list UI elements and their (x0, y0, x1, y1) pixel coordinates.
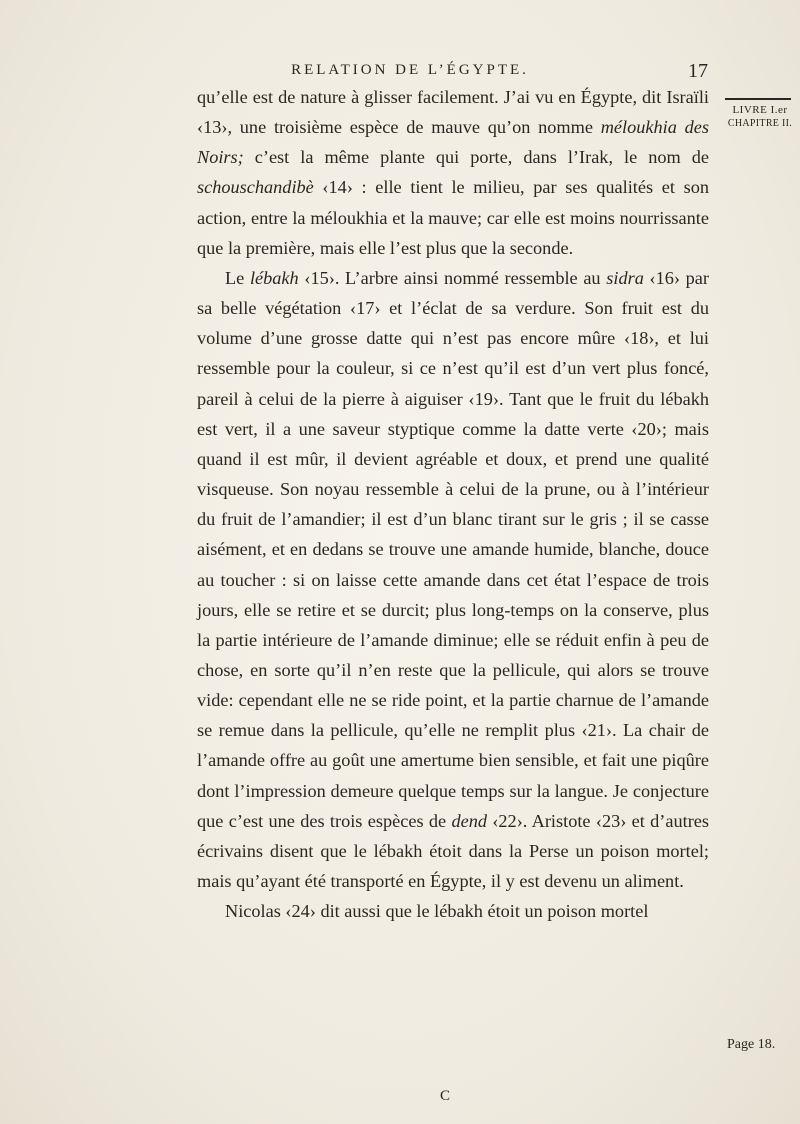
text-run: ‹14› : elle tient le milieu, par ses qualités et son action, entre la méloukhia et la mauve; car elle est moins nourrissante que la première, mais elle l’est plus que la seconde. (197, 177, 709, 258)
running-title: RELATION DE L’ÉGYPTE. (291, 62, 529, 78)
italic-term: sidra (606, 267, 644, 288)
text-run: Nicolas ‹24› dit aussi que le lébakh étoit un poison mortel (225, 901, 649, 922)
italic-term: lébakh (249, 267, 299, 288)
margin-rule (725, 98, 791, 100)
signature-mark: C (440, 1088, 451, 1104)
body-text (197, 82, 709, 926)
page-number: 17 (688, 60, 708, 82)
text-run: ‹16› par sa belle végétation ‹17› et l’éclat de sa verdure. Son fruit est du volume d’une grosse datte qui n’est pas encore mûre ‹18›, et lui ressemble pour la couleur, si ce n’est qu’il est d’un vert plus foncé, pareil à celui de la pierre à aiguiser ‹19›. Tant que le fruit du lébakh est vert, il a une saveur styptique comme la datte verte ‹20›; mais quand il est mûr, il devient agréable et doux, et prend une qualité visqueuse. Son noyau ressemble à celui de la prune, ou à l’intérieur du fruit de l’amandier; il est d’un blanc tirant sur le gris ; il se casse aisément, et en dedans se trouve une amande humide, blanche, douce au toucher : si on laisse cette amande dans cet état l’espace de trois jours, elle se retire et se durcit; plus long-temps on la conserve, plus la partie intérieure de l’amande diminue; elle se réduit enfin à peu de chose, en sorte qu’il n’en reste que la pellicule, qui alors se trouve vide: cependant elle ne se ride point, et la partie charnue de l’amande se remue dans la pellicule, qu’elle ne remplit plus ‹21›. La chair de l’amande offre au goût une amertume bien sensible, et fait une piqûre dont l’impression demeure quelque temps sur la langue. Je conjecture que c’est une des trois espèces de (197, 267, 709, 831)
paragraph (197, 82, 709, 263)
margin-page-reference: Page 18. (727, 1037, 776, 1052)
margin-book-label: LIVRE I.er (732, 104, 788, 116)
paragraph (197, 896, 709, 926)
text-run: c’est la même plante qui porte, dans l’Irak, le nom de (243, 147, 709, 168)
text-run: Le (225, 267, 250, 288)
italic-term: dend (451, 810, 487, 831)
text-run: ‹15›. L’arbre ainsi nommé ressemble au (298, 267, 607, 288)
paragraph (197, 263, 709, 896)
italic-term: méloukhia des Noirs; (197, 117, 709, 168)
text-run: ‹22›. Aristote ‹23› et d’autres écrivains disent que le lébakh étoit dans la Perse un poison mortel; mais qu’ayant été transporté en Égypte, il y est devenu un aliment. (197, 810, 710, 892)
text-run: qu’elle est de nature à glisser facilement. J’ai vu en Égypte, dit Israïli ‹13›, une troisième espèce de mauve qu’on nomme (197, 87, 709, 138)
margin-chapter-label: CHAPITRE II. (727, 118, 793, 129)
italic-term: schouschandibè (197, 177, 314, 198)
